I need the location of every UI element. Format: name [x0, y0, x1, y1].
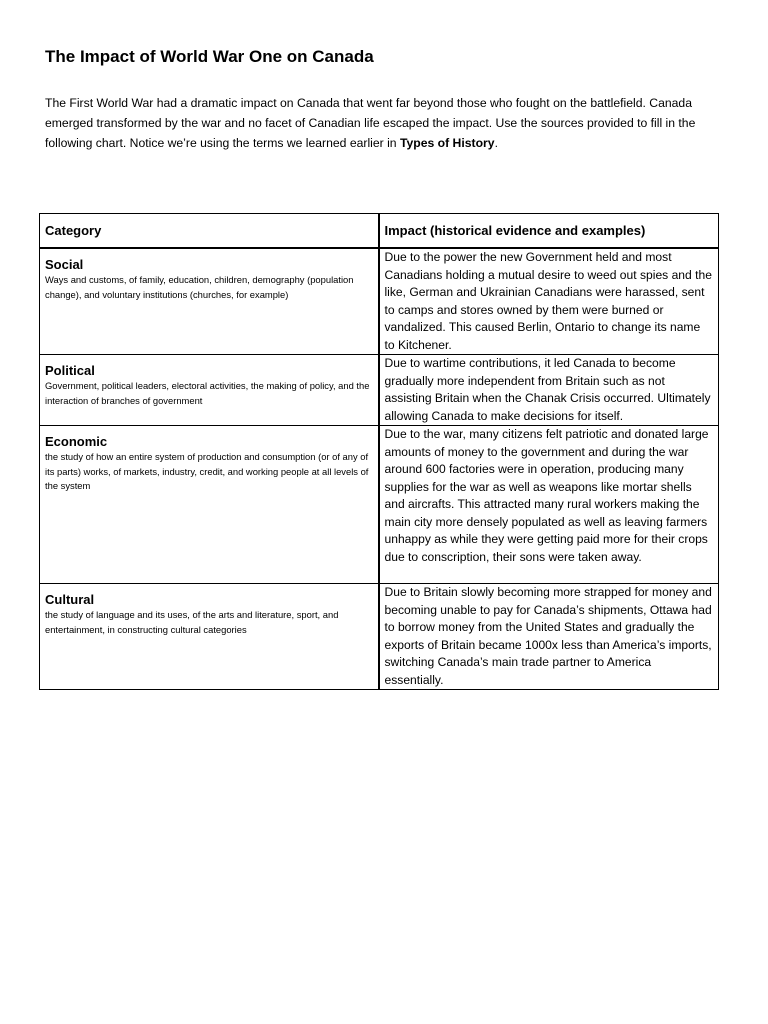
category-description: Ways and customs, of family, education, children, demography (population change), and voluntary institutions (churches, for example)	[45, 274, 354, 300]
table-row-social	[40, 248, 719, 355]
impact-cell-social: Due to the power the new Government held and most Canadians holding a mutual desire to weed out spies and the like, German and Ukrainian Canadians were harassed, sent to camps and stores owned by them were burned or vandalized. This caused Berlin, Ontario to change its name to Kitchener.	[379, 248, 719, 355]
category-name: Social	[45, 257, 84, 272]
header-category: Category	[40, 214, 379, 249]
header-impact: Impact (historical evidence and examples)	[379, 214, 719, 249]
category-cell-economic	[40, 426, 379, 584]
page-title: The Impact of World War One on Canada	[45, 47, 374, 66]
intro-end: .	[494, 136, 498, 150]
category-name: Cultural	[45, 592, 95, 607]
intro-text: The First World War had a dramatic impact on Canada that went far beyond those who fought on the battlefield. Canada emerged transformed by the war and no facet of Canadian life escaped the impact. Use the sources provided to fill in the following chart. Notice we’re using the terms we learned earlier in	[45, 96, 696, 150]
intro-emphasis: Types of History	[399, 136, 495, 150]
table-row-cultural	[40, 584, 719, 690]
table-row-economic	[40, 426, 719, 584]
impact-chart-table	[39, 213, 719, 690]
intro-paragraph	[45, 93, 730, 153]
category-name: Political	[45, 363, 95, 378]
category-description: Government, political leaders, electoral activities, the making of policy, and the interaction of branches of government	[45, 380, 370, 406]
category-cell-political	[40, 355, 379, 426]
table-header-row	[40, 214, 719, 249]
category-cell-cultural	[40, 584, 379, 690]
category-description: the study of how an entire system of production and consumption (or of any of its parts) works, of markets, industry, credit, and working people at all levels of the system	[45, 451, 369, 492]
impact-cell-economic: Due to the war, many citizens felt patriotic and donated large amounts of money to the government and during the war around 600 factories were in operation, producing many supplies for the war as well as weapons like mortar shells and aircrafts. This attracted many rural workers making the main city more densely populated as well as leaving farmers unhappy as while they were getting paid more for their crops due to conscription, their sons were taken away.	[379, 426, 719, 584]
table-row-political	[40, 355, 719, 426]
impact-cell-cultural: Due to Britain slowly becoming more strapped for money and becoming unable to pay for Canada’s shipments, Ottawa had to borrow money from the United States and gradually the exports of Britain became 1000x less than America’s imports, switching Canada’s main trade partner to America essentially.	[379, 584, 719, 690]
category-cell-social	[40, 248, 379, 355]
impact-cell-political: Due to wartime contributions, it led Canada to become gradually more independent from Britain such as not assisting Britain when the Chanak Crisis occurred. Ultimately allowing Canada to make decisions for itself.	[379, 355, 719, 426]
category-name: Economic	[45, 434, 108, 449]
category-description: the study of language and its uses, of the arts and literature, sport, and entertainment, in constructing cultural categories	[45, 609, 339, 635]
